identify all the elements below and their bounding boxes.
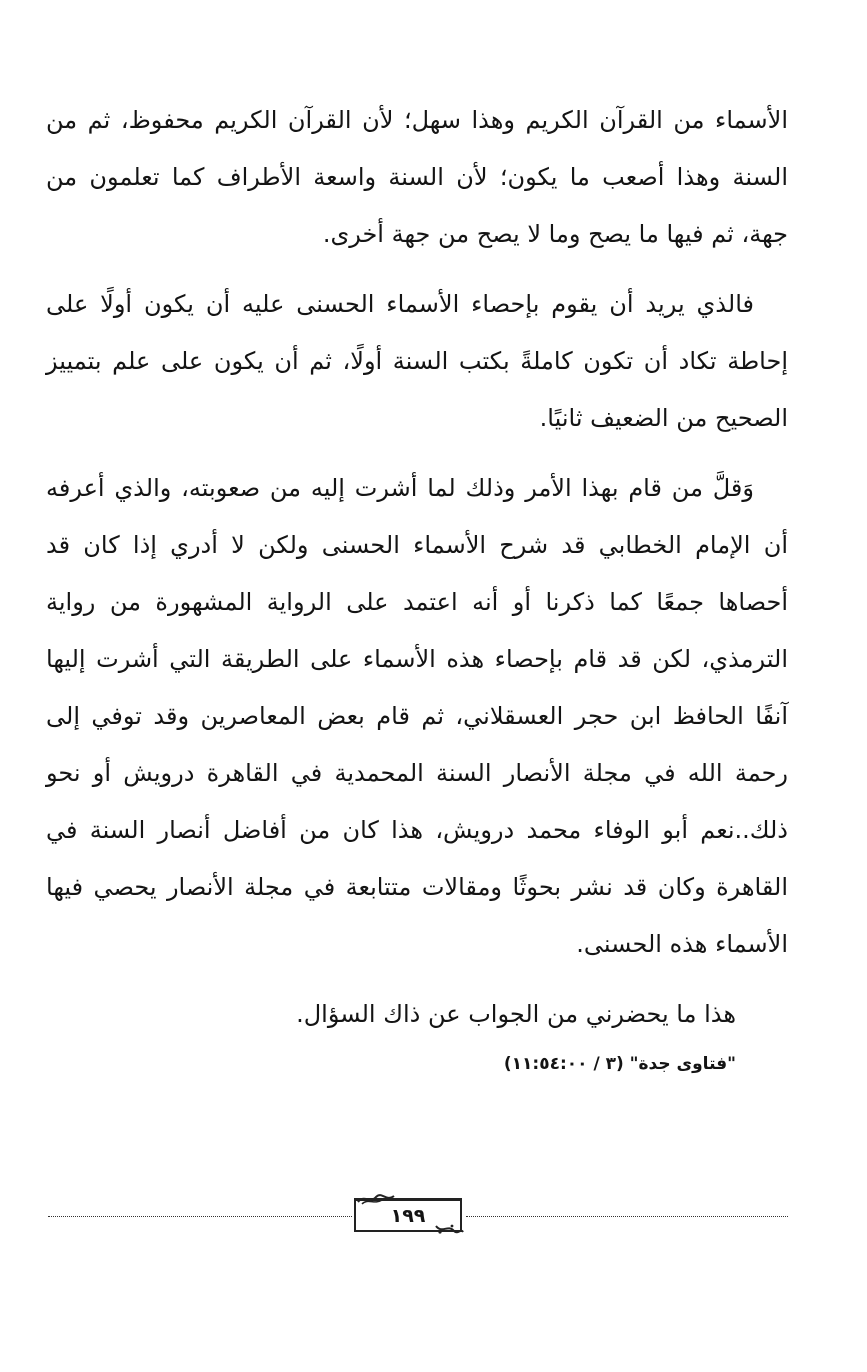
- ornament-icon: [356, 1192, 396, 1206]
- footer-dotted-rule-left: [48, 1216, 352, 1217]
- paragraph-3: وَقلَّ من قام بهذا الأمر وذلك لما أشرت إليه من صعوبته، والذي أعرفه أن الإمام الخطابي قد شرح الأسماء الحسنى ولكن لا أدري إذا كان قد أحصاها جمعًا كما ذكرنا أو أنه اعتمد على الرواية المشهورة من رواية الترمذي، لكن قد قام بإحصاء هذه الأسماء على الطريقة التي أشرت إليها آنفًا الحافظ ابن حجر العسقلاني، ثم قام بعض المعاصرين وقد توفي إلى رحمة الله في مجلة الأنصار السنة المحمدية في القاهرة درويش أو نحو ذلك..نعم أبو الوفاء محمد درويش، هذا كان من أفاضل أنصار السنة في القاهرة وكان قد نشر بحوثًا ومقالات متتابعة في مجلة الأنصار يحصي فيها الأسماء هذه الحسنى.: [46, 474, 788, 958]
- ornament-icon: [434, 1222, 464, 1236]
- source-citation: "فتاوى جدة" (٣ / ١١:٥٤:٠٠): [503, 1054, 736, 1074]
- page-number: ١٩٩: [390, 1204, 426, 1227]
- paragraph-1: الأسماء من القرآن الكريم وهذا سهل؛ لأن القرآن الكريم محفوظ، ثم من السنة وهذا أصعب ما يكون؛ لأن السنة واسعة الأطراف كما تعلمون من جهة، ثم فيها ما يصح وما لا يصح من جهة أخرى.: [46, 106, 788, 248]
- closing-sentence: هذا ما يحضرني من الجواب عن ذاك السؤال.: [296, 1000, 736, 1028]
- paragraph-2: فالذي يريد أن يقوم بإحصاء الأسماء الحسنى عليه أن يكون أولًا على إحاطة تكاد أن تكون كاملةً بكتب السنة أولًا، ثم أن يكون على علم بتمييز الصحيح من الضعيف ثانيًا.: [46, 290, 788, 432]
- body-text: [46, 92, 788, 1085]
- footer-dotted-rule-right: [466, 1216, 788, 1217]
